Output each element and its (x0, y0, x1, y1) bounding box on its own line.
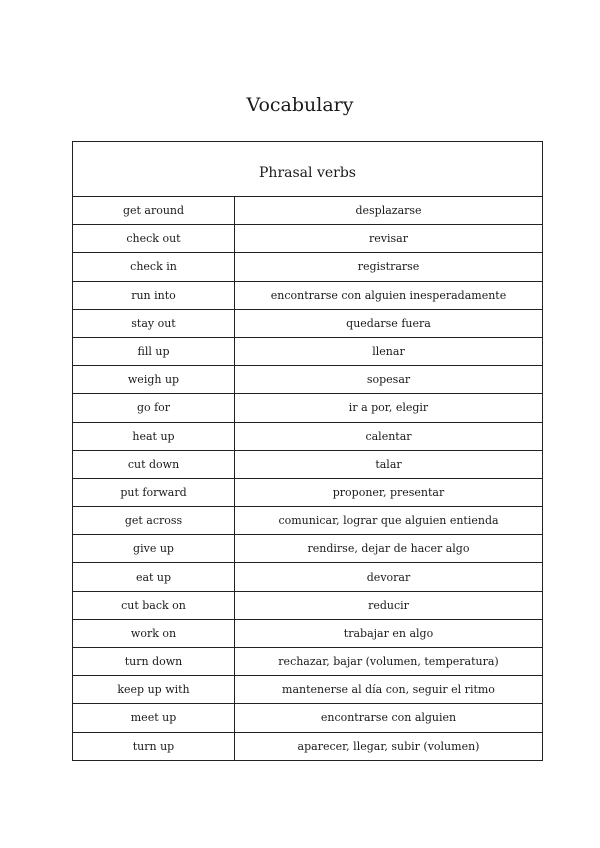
term-cell: cut down (73, 450, 235, 478)
term-cell: cut back on (73, 591, 235, 619)
table-row (73, 450, 543, 478)
table-row (73, 676, 543, 704)
definition-cell: devorar (235, 563, 543, 591)
definition-cell: reducir (235, 591, 543, 619)
term-cell: heat up (73, 422, 235, 450)
definition-cell: aparecer, llegar, subir (volumen) (235, 732, 543, 760)
table-row (73, 478, 543, 506)
table-row (73, 563, 543, 591)
term-cell: get around (73, 197, 235, 225)
table-header-row (73, 142, 543, 197)
definition-cell: mantenerse al día con, seguir el ritmo (235, 676, 543, 704)
definition-cell: rendirse, dejar de hacer algo (235, 535, 543, 563)
term-cell: give up (73, 535, 235, 563)
term-cell: check out (73, 225, 235, 253)
table-row (73, 281, 543, 309)
definition-cell: calentar (235, 422, 543, 450)
term-cell: check in (73, 253, 235, 281)
term-cell: eat up (73, 563, 235, 591)
term-cell: weigh up (73, 366, 235, 394)
table-row (73, 535, 543, 563)
table-row (73, 648, 543, 676)
table-row (73, 732, 543, 760)
definition-cell: llenar (235, 337, 543, 365)
term-cell: keep up with (73, 676, 235, 704)
term-cell: run into (73, 281, 235, 309)
definition-cell: rechazar, bajar (volumen, temperatura) (235, 648, 543, 676)
definition-cell: sopesar (235, 366, 543, 394)
table-row (73, 619, 543, 647)
term-cell: turn down (73, 648, 235, 676)
table-row (73, 337, 543, 365)
definition-cell: registrarse (235, 253, 543, 281)
definition-cell: talar (235, 450, 543, 478)
table-row (73, 197, 543, 225)
term-cell: stay out (73, 309, 235, 337)
definition-cell: comunicar, lograr que alguien entienda (235, 507, 543, 535)
section-header: Phrasal verbs (73, 142, 543, 197)
table-row (73, 704, 543, 732)
definition-cell: ir a por, elegir (235, 394, 543, 422)
definition-cell: proponer, presentar (235, 478, 543, 506)
table-row (73, 507, 543, 535)
table-row (73, 366, 543, 394)
definition-cell: trabajar en algo (235, 619, 543, 647)
table-row (73, 225, 543, 253)
table-row (73, 394, 543, 422)
table-row (73, 422, 543, 450)
term-cell: meet up (73, 704, 235, 732)
term-cell: go for (73, 394, 235, 422)
table-row (73, 253, 543, 281)
term-cell: put forward (73, 478, 235, 506)
term-cell: fill up (73, 337, 235, 365)
term-cell: work on (73, 619, 235, 647)
table-row (73, 591, 543, 619)
definition-cell: encontrarse con alguien inesperadamente (235, 281, 543, 309)
term-cell: turn up (73, 732, 235, 760)
definition-cell: encontrarse con alguien (235, 704, 543, 732)
page-title: Vocabulary (246, 94, 354, 116)
definition-cell: desplazarse (235, 197, 543, 225)
phrasal-verbs-table (72, 141, 543, 761)
definition-cell: revisar (235, 225, 543, 253)
definition-cell: quedarse fuera (235, 309, 543, 337)
table-row (73, 309, 543, 337)
term-cell: get across (73, 507, 235, 535)
